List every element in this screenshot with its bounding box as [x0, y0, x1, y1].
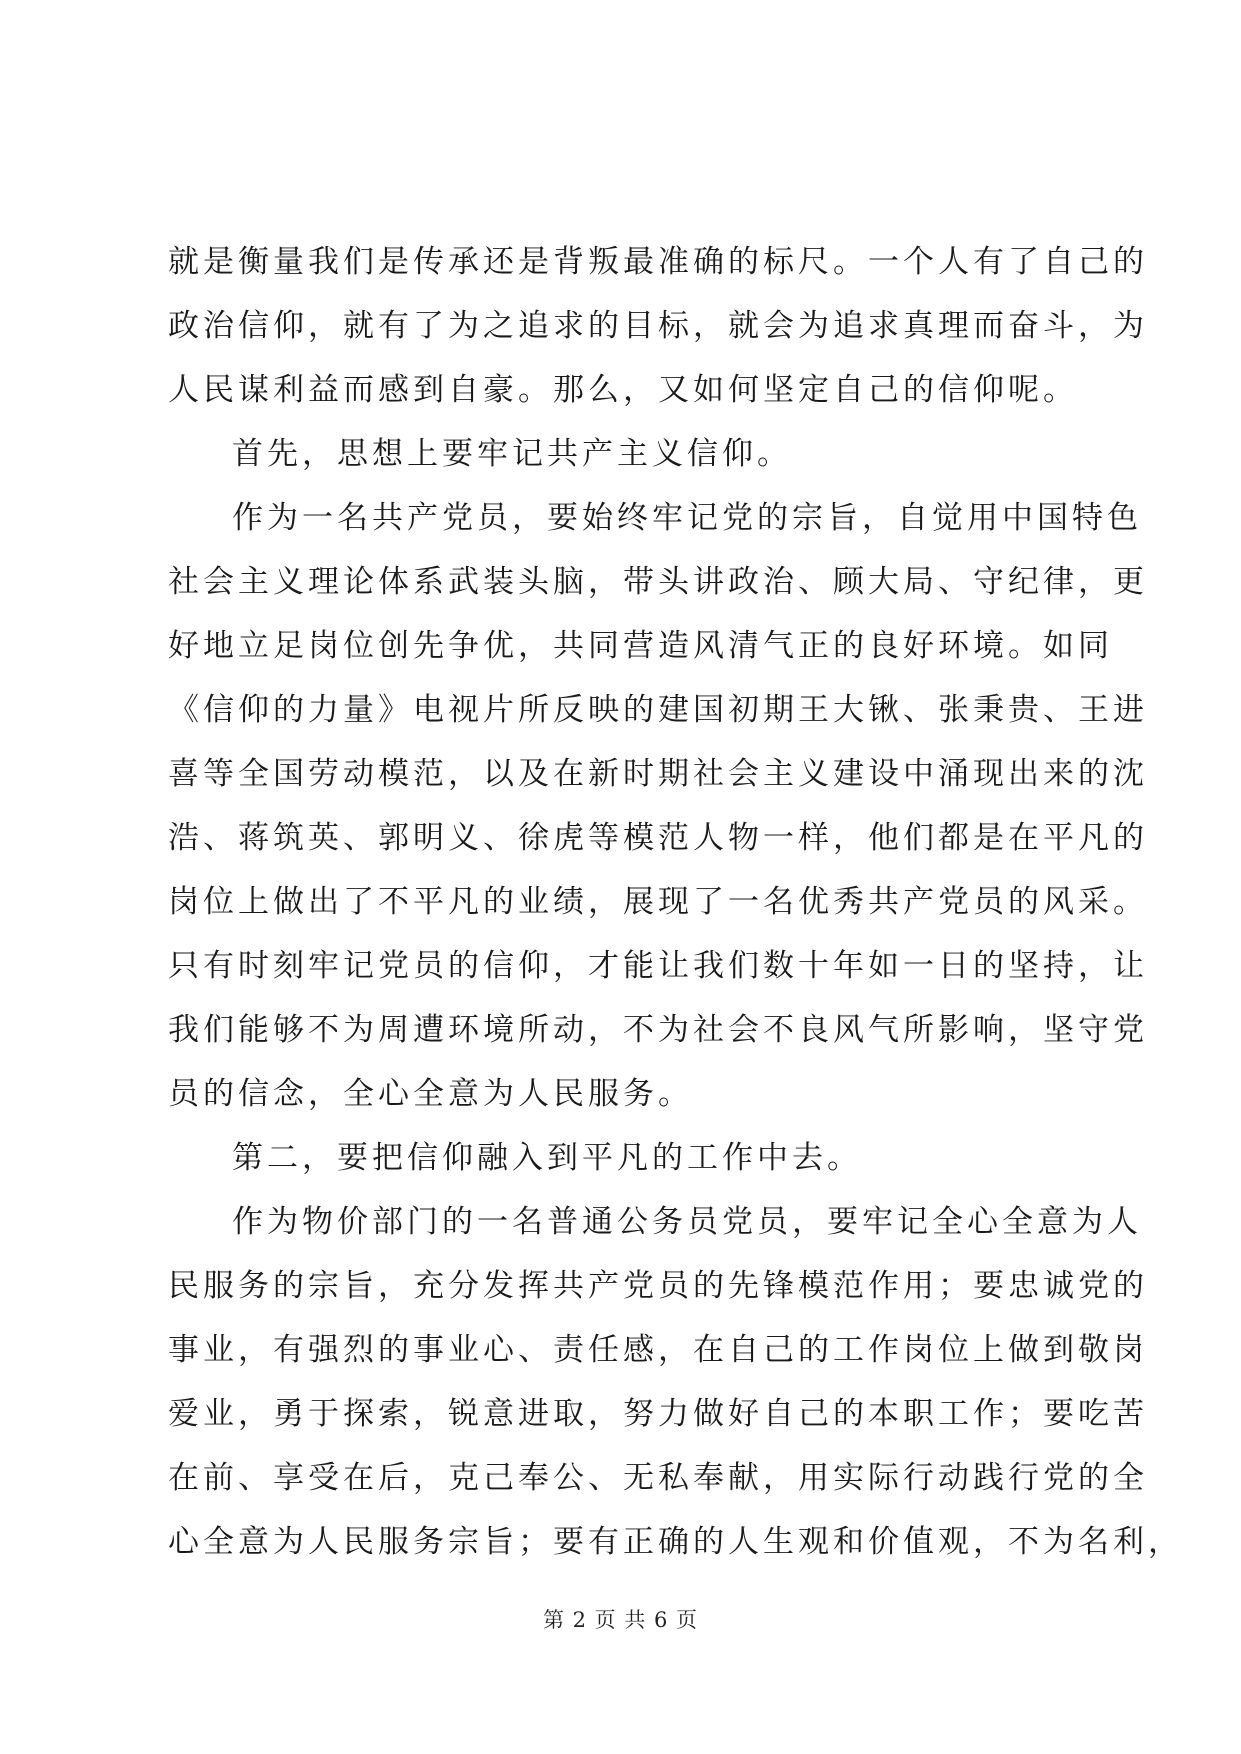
body-text [168, 230, 1183, 1574]
section-heading-second: 第二，要把信仰融入到平凡的工作中去。 [232, 1140, 862, 1176]
text-line: 浩、蒋筑英、郭明义、徐虎等模范人物一样，他们都是在平凡的 [168, 820, 1148, 856]
text-line: 作为一名共产党员，要始终牢记党的宗旨，自觉用中国特色 [232, 500, 1142, 536]
text-line: 社会主义理论体系武装头脑，带头讲政治、顾大局、守纪律，更 [168, 564, 1148, 600]
page-number-footer: 第 2 页 共 6 页 [542, 1608, 699, 1632]
text-line: 岗位上做出了不平凡的业绩，展现了一名优秀共产党员的风采。 [168, 884, 1148, 920]
text-line: 事业，有强烈的事业心、责任感，在自己的工作岗位上做到敬岗 [168, 1332, 1148, 1368]
text-line: 爱业，勇于探索，锐意进取，努力做好自己的本职工作；要吃苦 [168, 1396, 1148, 1432]
text-line: 政治信仰，就有了为之追求的目标，就会为追求真理而奋斗，为 [168, 308, 1148, 344]
text-line: 《信仰的力量》电视片所反映的建国初期王大锹、张秉贵、王进 [168, 692, 1148, 728]
text-line: 作为物价部门的一名普通公务员党员，要牢记全心全意为人 [232, 1204, 1142, 1240]
text-line: 就是衡量我们是传承还是背叛最准确的标尺。一个人有了自己的 [168, 244, 1148, 280]
text-line: 只有时刻牢记党员的信仰，才能让我们数十年如一日的坚持，让 [168, 948, 1148, 984]
text-line: 我们能够不为周遭环境所动，不为社会不良风气所影响，坚守党 [168, 1012, 1148, 1048]
text-line: 心全意为人民服务宗旨；要有正确的人生观和价值观，不为名利， [168, 1524, 1183, 1560]
text-line: 员的信念，全心全意为人民服务。 [168, 1076, 693, 1112]
text-line: 喜等全国劳动模范，以及在新时期社会主义建设中涌现出来的沈 [168, 756, 1148, 792]
text-line: 民服务的宗旨，充分发挥共产党员的先锋模范作用；要忠诚党的 [168, 1268, 1148, 1304]
text-line: 人民谋利益而感到自豪。那么，又如何坚定自己的信仰呢。 [168, 372, 1078, 408]
section-heading-first: 首先，思想上要牢记共产主义信仰。 [232, 436, 792, 472]
text-line: 在前、享受在后，克己奉公、无私奉献，用实际行动践行党的全 [168, 1460, 1148, 1496]
text-line: 好地立足岗位创先争优，共同营造风清气正的良好环境。如同 [168, 628, 1113, 664]
